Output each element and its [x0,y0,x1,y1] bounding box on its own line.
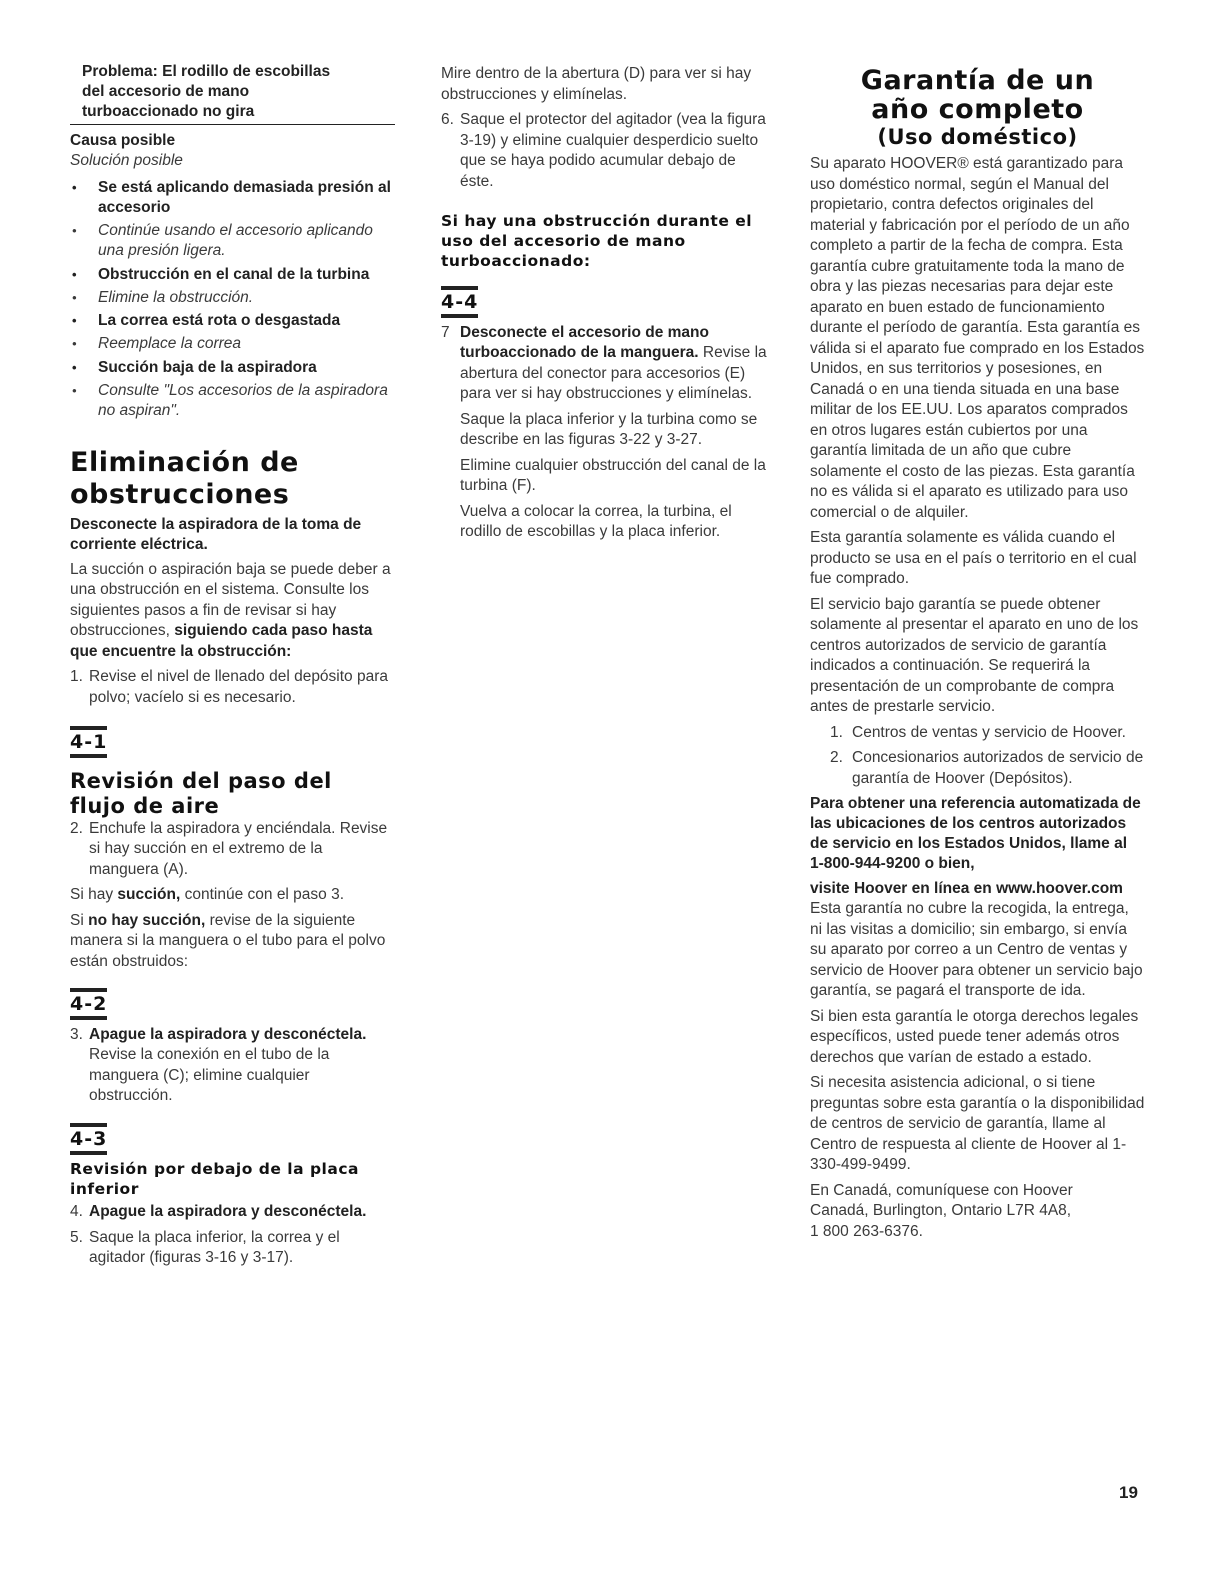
step-item-1: 1. Revise el nivel de llenado del depósito para polvo; vacíelo si es necesario. [70,668,389,706]
cause-label: Causa posible [70,132,176,149]
warranty-title-line-1: Garantía de un [860,65,1095,96]
bullet-3-cause: • La correa está rota o desgastada [72,312,341,329]
warranty-paragraph-2: Esta garantía solamente es válida cuando el producto se usa en el país o territorio en el cual fue comprado. [810,529,1137,587]
intro-paragraph: La succión o aspiración baja se puede deber a una obstrucción en el sistema. Consulte los siguientes pasos a fin de revisar si hay obstrucciones, siguiendo cada paso hasta que encuentre la obstrucción: [70,560,391,660]
warranty-paragraph-3: El servicio bajo garantía se puede obtener solamente al presentar el aparato en uno de los centros autorizados de servicio de garantía indicados a continuación. Se requerirá la presentación de un comprobante de compra antes de prestarle servicio. [810,595,1139,715]
step-item-3: 3. Apague la aspiradora y desconéctela. Revise la conexión en el tubo de la manguera (C); elimine cualquier obstrucción. [70,1025,367,1104]
bullet-4-cause: • Succión baja de la aspiradora [72,358,317,376]
heading-obstruccion-accesorio: Si hay una obstrucción durante el uso del accesorio de mano turboaccionado: [441,212,753,270]
step-item-6: 6. Saque el protector del agitador (vea la figura 3-19) y elimine cualquier desperdicio suelto que se haya podido acumular debajo de éste. [441,111,766,190]
bullet-icon: • [72,289,77,305]
solution-label: Solución posible [70,152,183,169]
bullet-icon: • [72,313,77,328]
step-label-4-1: 4-1 [70,726,107,758]
warranty-paragraph-1: Su aparato HOOVER® está garantizado para uso doméstico normal, según el Manual del propietario, contra defectos originales del material y fabricación por el período de un año completo a partir de la fecha de compra. Esta garantía cubre gratuitamente toda la mano de obra y las piezas necesarias para dejar este aparato en buen estado de funcionamiento durante el período de garantía. Esta garantía es válida si el aparato fue comprado en los Estados Unidos, en sus territorios y posesiones, en Canadá o en una tienda situada en una base militar de los EE.UU. Los aparatos comprados en otros lugares están cubiertos por una garantía limitada de un año que cubre solamente el costo de las piezas. Esta garantía no es válida si el aparato es utilizado para uso comercial o de alquiler. [810,155,1145,521]
bullet-2-cause: • Obstrucción en el canal de la turbina [72,265,370,283]
page-number: 19 [1119,1483,1138,1502]
step-item-4: 4. Apague la aspiradora y desconéctela. [70,1203,367,1220]
if-suction: Si hay succión, continúe con el paso 3. [70,886,345,903]
if-no-suction: Si no hay succión, revise de la siguiente manera si la manguera o el tubo para el polvo están obstruidos: [70,911,386,970]
right-column [810,66,1145,1247]
canada-contact: En Canadá, comuníquese con Hoover Canadá, Burlington, Ontario L7R 4A8, 1 800 263-6376. [810,1181,1073,1240]
step-item-5: 5. Saque la placa inferior, la correa y el agitador (figuras 3-16 y 3-17). [70,1228,340,1266]
middle-column [441,64,773,548]
warranty-paragraph-5: Si bien esta garantía le otorga derechos legales específicos, usted puede tener además otros derechos que varían de estado a estado. [810,1007,1139,1066]
step-item-2: 2. Enchufe la aspiradora y enciéndala. Revise si hay succión en el extremo de la manguera (A). [70,819,388,878]
step-label-4-2: 4-2 [70,988,107,1020]
bullet-4-solution: • Consulte "Los accesorios de la aspiradora no aspiran". [72,381,388,419]
heading-eliminacion: Eliminación de obstrucciones [70,446,299,510]
bullet-icon: • [72,266,77,282]
left-column [70,62,395,1274]
bullet-icon: • [72,382,77,398]
call-reference-text: Para obtener una referencia automatizada de las ubicaciones de los centros autorizados de servicio en los Estados Unidos, llame al 1-800-944-9200 o bien, [810,795,1141,872]
bullet-1-solution: • Continúe usando el accesorio aplicando una presión ligera. [72,221,373,259]
heading-revision-flujo: Revisión del paso del flujo de aire [70,768,332,818]
visit-online-text: visite Hoover en línea en www.hoover.com [810,880,1123,897]
step-label-4-4: 4-4 [441,286,478,318]
look-inside-paragraph: Mire dentro de la abertura (D) para ver si hay obstrucciones y elimínelas. [441,65,752,103]
disconnect-note: Desconecte la aspiradora de la toma de corriente eléctrica. [70,515,362,553]
problem-line-2: del accesorio de mano [82,83,250,100]
step-item-7: 7 Desconecte el accesorio de mano turboaccionado de la manguera. Revise la abertura del conector para accesorios (E) para ver si hay obstrucciones y elimínelas. [441,323,767,402]
warranty-paragraph-6: Si necesita asistencia adicional, o si tiene preguntas sobre esta garantía o la disponibilidad de centros de servicio de garantía, llame al Centro de respuesta al cliente de Hoover al 1-330-499-9499. [810,1074,1145,1173]
service-list-item-2: 2. Concesionarios autorizados de servicio de garantía de Hoover (Depósitos). [830,749,1144,787]
bullet-icon: • [72,222,77,238]
problem-rule [70,102,395,125]
warranty-title [810,66,1145,150]
bullet-3-solution: • Reemplace la correa [70,334,395,355]
problem-line-3: turboaccionado no gira [82,103,255,120]
heading-debajo-placa: Revisión por debajo de la placa inferior [70,1160,359,1198]
problem-line-1: Problema: El rodillo de escobillas [82,63,331,80]
problem-heading [70,62,395,102]
step-label-4-3: 4-3 [70,1123,107,1155]
service-list-item-1: 1. Centros de ventas y servicio de Hoover. [830,723,1126,741]
bullet-1-cause: • Se está aplicando demasiada presión al accesorio [72,178,391,216]
warranty-title-line-2: año completo [871,94,1084,125]
reassemble-paragraph: Vuelva a colocar la correa, la turbina, el rodillo de escobillas y la placa inferior. [460,502,732,540]
bullet-icon: • [72,359,77,375]
bullet-icon: • [72,179,77,195]
bullet-icon: • [72,336,77,351]
warranty-title-line-3: (Uso doméstico) [877,125,1078,149]
remove-plate-paragraph: Saque la placa inferior y la turbina como se describe en las figuras 3-22 y 3-27. [460,410,758,448]
bullet-2-solution: • Elimine la obstrucción. [70,288,395,309]
warranty-paragraph-4: Esta garantía no cubre la recogida, la entrega, ni las visitas a domicilio; sin embargo, si envía su aparato por correo a un Centro de ventas y servicio de Hoover para obtener un servicio bajo garantía, se pagará el transporte de ida. [810,900,1143,999]
clear-channel-paragraph: Elimine cualquier obstrucción del canal de la turbina (F). [460,456,766,494]
